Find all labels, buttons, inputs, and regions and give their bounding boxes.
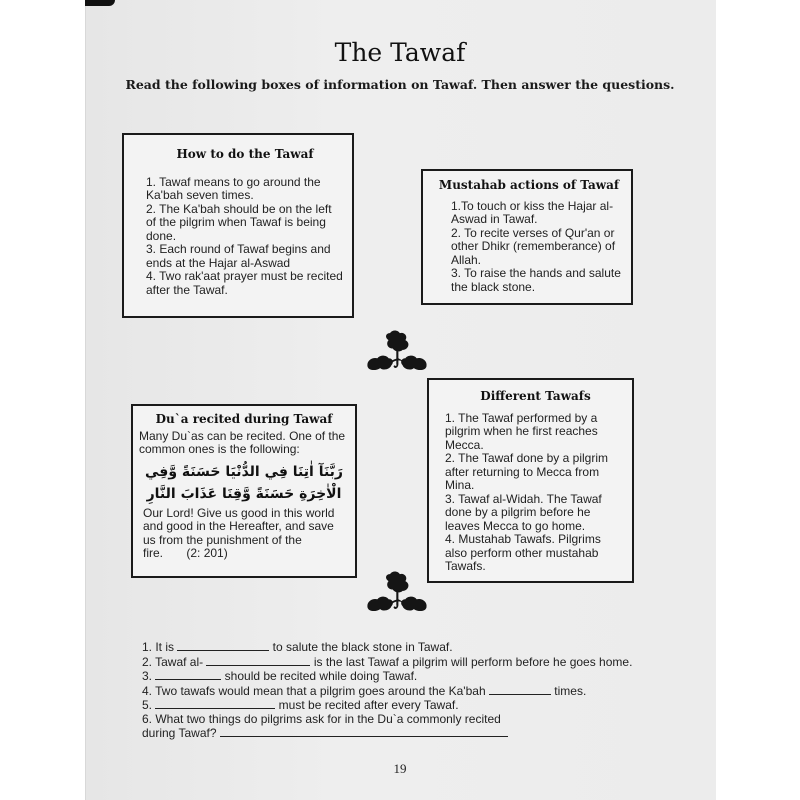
list-item: 3. To raise the hands and salute the black stone. bbox=[451, 266, 621, 294]
box-heading: Different Tawafs bbox=[480, 389, 591, 403]
list-item: 2. The Tawaf done by a pilgrim after returning to Mecca from Mina. bbox=[445, 451, 608, 492]
question-4: 4. Two tawafs would mean that a pilgrim goes around the Ka'bah times. bbox=[142, 683, 587, 698]
answer-blank[interactable] bbox=[206, 655, 310, 666]
answer-blank[interactable] bbox=[220, 726, 508, 737]
list-item: 4. Two rak'aat prayer must be recited after the Tawaf. bbox=[146, 269, 343, 297]
list-item: 2. To recite verses of Qur'an or other Dhikr (rememberance) of Allah. bbox=[451, 225, 616, 267]
mustahab-actions-box bbox=[421, 169, 633, 305]
box-heading: Du`a recited during Tawaf bbox=[155, 412, 333, 426]
different-tawafs-box bbox=[427, 378, 634, 583]
answer-blank[interactable] bbox=[155, 669, 221, 680]
box-heading: How to do the Tawaf bbox=[176, 147, 314, 161]
leaf-ornament-icon bbox=[362, 322, 432, 382]
how-to-do-tawaf-box bbox=[122, 133, 354, 318]
questions-section bbox=[142, 640, 642, 741]
page-instructions: Read the following boxes of information on Tawaf. Then answer the questions. bbox=[125, 77, 675, 92]
arabic-line: الْاٰخِرَةِ حَسَنَةً وَّقِنَا عَذَابَ النَّارِ bbox=[146, 485, 342, 502]
quran-reference: (2: 201) bbox=[186, 546, 228, 560]
question-3: 3. should be recited while doing Tawaf. bbox=[142, 669, 418, 683]
dua-translation: Our Lord! Give us good in this world and good in the Hereafter, and save us from the punishment of the fire. (2: 201) bbox=[143, 505, 335, 560]
list-item: 3. Each round of Tawaf begins and ends at the Hajar al-Aswad bbox=[146, 242, 331, 270]
page-number: 19 bbox=[393, 761, 407, 776]
arabic-dua-text bbox=[139, 461, 349, 505]
question-6-line-2: during Tawaf? bbox=[142, 726, 642, 741]
question-1: 1. It is to salute the black stone in Tawaf. bbox=[142, 640, 453, 654]
list-item: 1.To touch or kiss the Hajar al-Aswad in Tawaf. bbox=[451, 198, 614, 226]
question-2: 2. Tawaf al- is the last Tawaf a pilgrim will perform before he goes home. bbox=[142, 654, 633, 669]
list-item: 1. The Tawaf performed by a pilgrim when he first reaches Mecca. bbox=[445, 410, 598, 452]
leaf-ornament-icon bbox=[362, 563, 432, 623]
question-5: 5. must be recited after every Tawaf. bbox=[142, 698, 459, 712]
box-heading: Mustahab actions of Tawaf bbox=[438, 178, 620, 192]
arabic-line: رَبَّنَآ اٰتِنَا فِي الدُّنْيَا حَسَنَةً وَّفِي bbox=[145, 463, 343, 480]
dua-during-tawaf-box bbox=[131, 404, 357, 578]
page-corner-shadow bbox=[85, 0, 115, 6]
list-item: 3. Tawaf al-Widah. The Tawaf done by a pilgrim before he leaves Mecca to go home. bbox=[445, 491, 602, 533]
list-item: 2. The Ka'bah should be on the left of the pilgrim when Tawaf is being done. bbox=[146, 201, 332, 243]
question-6: 6. What two things do pilgrims ask for in the Du`a commonly recited bbox=[142, 711, 501, 726]
list-item: 1. Tawaf means to go around the Ka'bah seven times. bbox=[146, 174, 321, 202]
list-item: 4. Mustahab Tawafs. Pilgrims also perform other mustahab Tawafs. bbox=[445, 532, 601, 573]
answer-blank[interactable] bbox=[155, 698, 275, 709]
answer-blank[interactable] bbox=[177, 640, 269, 651]
answer-blank[interactable] bbox=[489, 684, 551, 695]
page-title: The Tawaf bbox=[334, 38, 466, 67]
dua-intro: Many Du`as can be recited. One of the common ones is the following: bbox=[139, 428, 346, 456]
